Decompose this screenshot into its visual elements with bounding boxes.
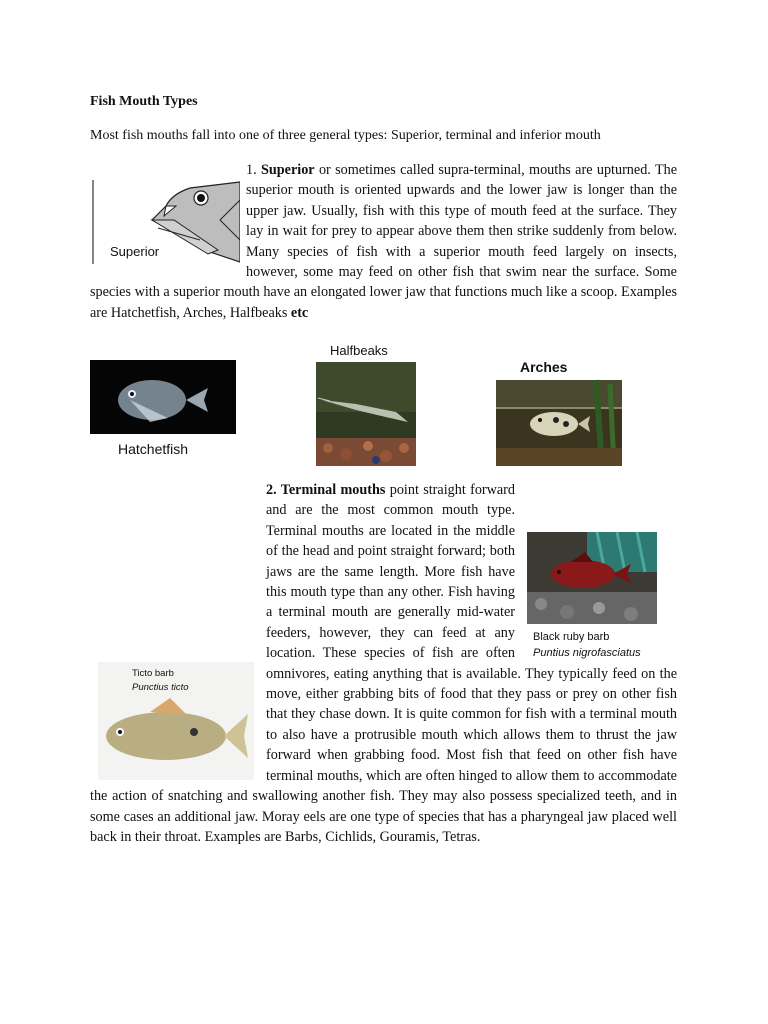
superior-text: or sometimes called supra-terminal, mouths are upturned. The superior mouth is oriented upwards and the lower jaw is longer than the upper jaw. Usually, fish with this type of mouth feed at the surface. They lay in wait for prey to appear above them then strike suddenly from below. Many species of fish with a superior mouth feed largely on insects, however, some may feed on other fish that swim near the surface. Some species with a superior mouth have an elongated lower jaw that functions much like a scoop. Examples are Hatchetfish, Arches, Halfbeaks <box>90 162 677 321</box>
page-title: Fish Mouth Types <box>90 94 198 109</box>
ticto-barb-figure <box>90 662 262 780</box>
superior-diagram-label: Superior <box>110 244 160 259</box>
arches-label: Arches <box>520 359 568 375</box>
hatchetfish-label: Hatchetfish <box>118 441 189 457</box>
ticto-latin-name: Punctius ticto <box>132 682 189 693</box>
terminal-term: 2. Terminal mouths <box>266 482 386 498</box>
halfbeaks-label: Halfbeaks <box>330 343 388 358</box>
black-ruby-common-name: Black ruby barb <box>533 631 610 643</box>
intro-paragraph: Most fish mouths fall into one of three general types: Superior, terminal and inferior mouth <box>90 128 601 143</box>
superior-term: Superior <box>261 162 315 178</box>
ticto-common-name: Ticto barb <box>132 668 174 679</box>
superior-paragraph <box>90 160 677 323</box>
superior-etc: etc <box>290 304 309 321</box>
black-ruby-latin-name: Puntius nigrofasciatus <box>533 647 641 659</box>
superior-number: 1. <box>246 162 257 178</box>
terminal-text: point straight forward and are the most common mouth type. Terminal mouths are located in the middle of the head and point straight forward; both jaws are the same length. More fish have this mouth type than any other. Fish having a terminal mouth are generally mid-water feeders, however, they can feed at any location. These species of fish are often omnivores, eating anything that is available. They typically feed on the move, either grabbing bits of food that they pass or prey on other fish that they chase down. It is quite common for fish with a terminal mouth to also have a protrusible mouth which allows them to thrust the jaw forward when grabbing food. Most fish that feed on other fish have terminal mouths, which are often hinged to allow them to accommodate the action of snatching and swallowing another fish. They may also possess specialized teeth, and in some cases an additional jaw. Moray eels are one type of species that has a pharyngeal jaw placed well back in their throat. Examples are Barbs, Cichlids, Gouramis, Tetras. <box>90 482 677 845</box>
arches-photo <box>496 354 622 466</box>
hatchetfish-photo <box>90 360 236 464</box>
superior-fish-head-illustration <box>90 180 240 266</box>
black-ruby-barb-figure <box>527 532 677 660</box>
halfbeaks-photo <box>316 340 416 466</box>
superior-mouth-diagram <box>90 180 240 266</box>
terminal-paragraph <box>90 480 677 847</box>
superior-examples-photos <box>90 340 677 468</box>
